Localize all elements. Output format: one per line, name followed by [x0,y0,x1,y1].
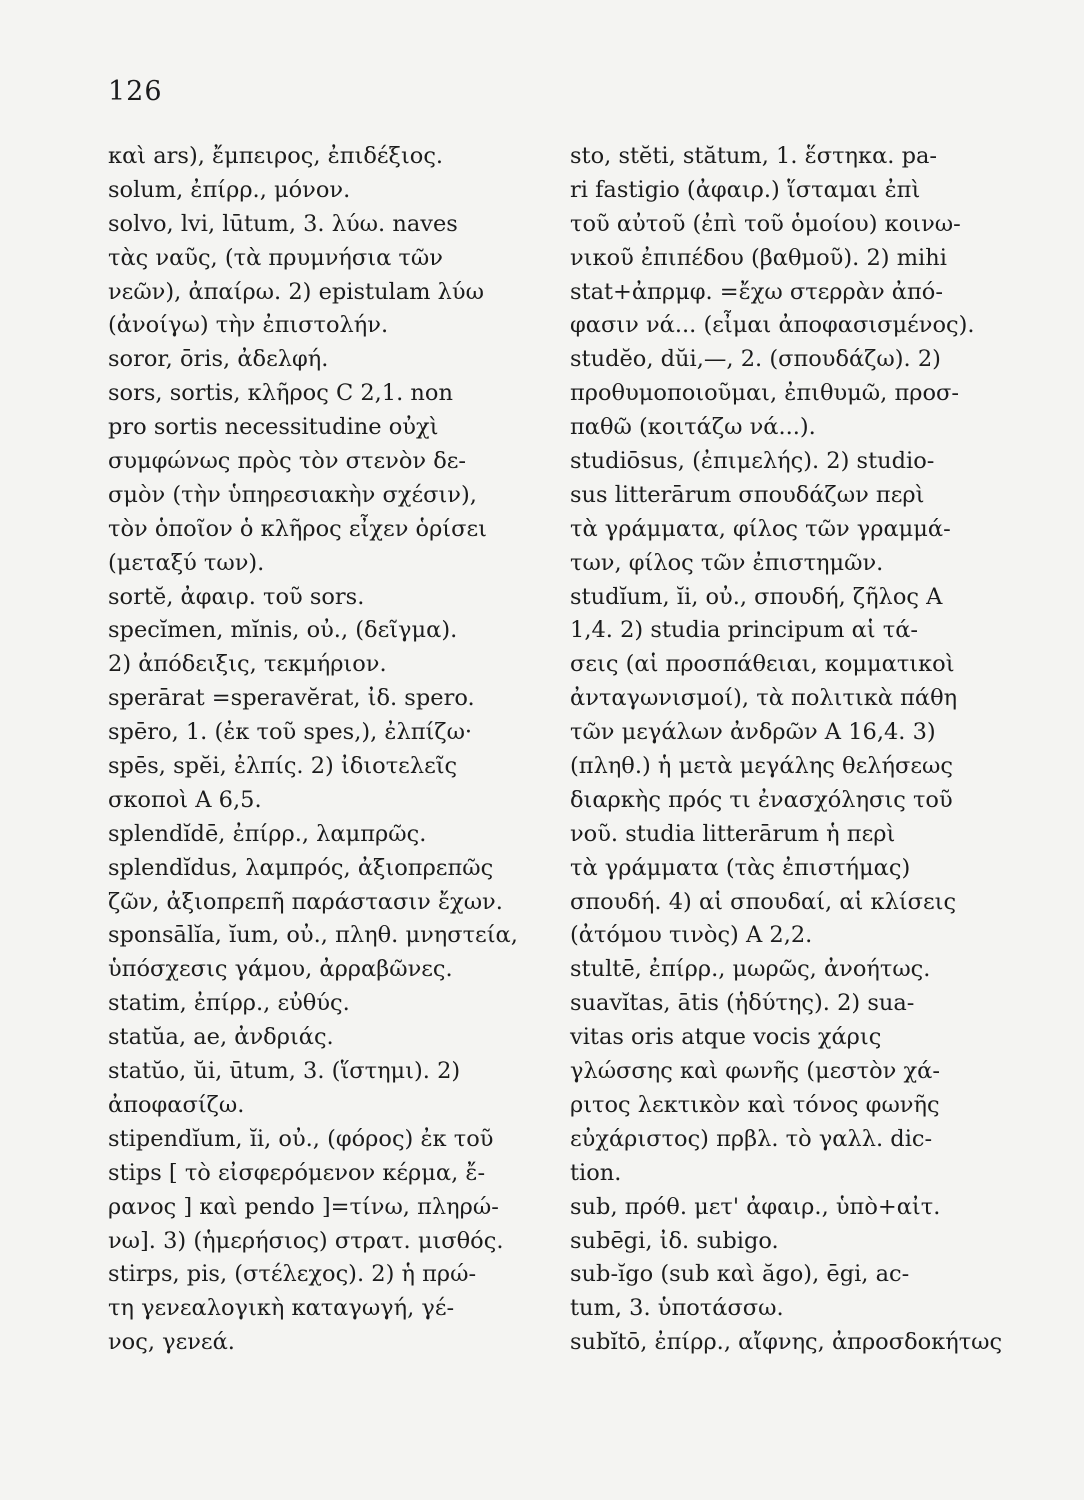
right-column-line: ἀνταγωνισμοί), τὰ πολιτικὰ πάθη [570,685,958,712]
left-column-line: (μεταξύ των). [108,549,265,576]
left-column-line: splendĭdē, ἐπίρρ., λαμπρῶς. [108,820,427,847]
right-column-line: stultē, ἐπίρρ., μωρῶς, ἀνοήτως. [570,956,931,983]
right-column-line: (πληθ.) ἡ μετὰ μεγάλης θελήσεως [570,753,953,780]
left-column-line: sponsālĭa, ĭum, οὐ., πληθ. μνηστεία, [108,922,518,949]
right-column-line: νοῦ. studia litterārum ἡ περὶ [570,820,896,847]
left-column-line: spēro, 1. (ἐκ τοῦ spes,), ἐλπίζω· [108,719,473,746]
right-column-line: suavĭtas, ātis (ἡδύτης). 2) sua- [570,990,915,1017]
left-column-line: ζῶν, ἀξιοπρεπῆ παράστασιν ἔχων. [108,888,503,915]
left-column-line: sperārat =speravĕrat, ἰδ. spero. [108,685,475,712]
left-column-line: συμφώνως πρὸς τὸν στενὸν δε- [108,448,467,475]
right-column-line: sus litterārum σπουδάζων περὶ [570,481,925,508]
left-column-line: statŭo, ŭi, ūtum, 3. (ἵστημι). 2) [108,1058,461,1085]
left-column-line: ρανος ] καὶ pendo ]=τίνω, πληρώ- [108,1193,499,1220]
right-column-line: vitas oris atque vocis χάρις [570,1024,882,1051]
left-column-line: pro sortis necessitudine οὐχὶ [108,414,439,441]
left-column-line: soror, ōris, ἀδελφή. [108,346,329,373]
right-column-line: tum, 3. ὑποτάσσω. [570,1295,784,1322]
left-column-line: sortĕ, ἀφαιρ. τοῦ sors. [108,583,365,610]
right-column-line: tion. [570,1159,622,1186]
right-column-line: (ἀτόμου τινὸς) A 2,2. [570,922,813,949]
right-column-line: προθυμοποιοῦμαι, ἐπιθυμῶ, προσ- [570,380,959,407]
left-column-line: ὑπόσχεσις γάμου, ἀρραβῶνες. [108,956,453,983]
left-column-line: καὶ ars), ἔμπειρος, ἐπιδέξιος. [108,143,444,169]
right-column-line: τῶν μεγάλων ἀνδρῶν A 16,4. 3) [570,719,936,746]
left-column-line: solum, ἐπίρρ., μόνον. [108,176,351,203]
right-column-line: sub, πρόθ. μετ' ἀφαιρ., ὑπὸ+αἰτ. [570,1193,941,1220]
right-column-line: τὰ γράμματα (τὰς ἐπιστήμας) [570,854,911,881]
left-column-line: statim, ἐπίρρ., εὐθύς. [108,990,350,1017]
left-column-line: solvo, lvi, lūtum, 3. λύω. naves [108,210,458,237]
left-column-line: νος, γενεά. [108,1329,235,1356]
right-column-line: των, φίλος τῶν ἐπιστημῶν. [570,549,884,576]
left-column-line: σμὸν (τὴν ὑπηρεσιακὴν σχέσιν), [108,481,477,508]
right-column-line: sto, stĕti, stătum, 1. ἕστηκα. pa- [570,143,938,169]
left-column-line: (ἀνοίγω) τὴν ἐπιστολήν. [108,312,389,339]
right-column-line: φασιν νά... (εἶμαι ἀποφασισμένος). [570,312,975,339]
right-column-line: subĭtō, ἐπίρρ., αἴφνης, ἀπροσδοκήτως [570,1329,1003,1356]
left-column-line: specĭmen, mĭnis, οὐ., (δεῖγμα). [108,617,458,644]
left-column-line: νω]. 3) (ἡμερήσιος) στρατ. μισθός. [108,1227,504,1254]
left-column-line: νεῶν), ἀπαίρω. 2) epistulam λύω [108,278,484,305]
page-number: 126 [108,76,163,107]
right-column-line: studĭum, ĭi, οὐ., σπουδή, ζῆλος A [570,583,943,610]
left-column-line: stips [ τὸ εἰσφερόμενον κέρμα, ἔ- [108,1159,486,1186]
left-column-line: sors, sortis, κλῆρος C 2,1. non [108,380,453,407]
right-column-line: σπουδή. 4) αἱ σπουδαί, αἱ κλίσεις [570,888,957,915]
right-column-line: stat+ἀπρμφ. =ἔχω στερρὰν ἀπό- [570,278,943,305]
left-column-line: splendĭdus, λαμπρός, ἀξιοπρεπῶς [108,854,494,881]
right-column [570,140,1003,1360]
right-column-line: γλώσσης καὶ φωνῆς (μεστὸν χά- [570,1058,940,1085]
right-column-line: subēgi, ἰδ. subigo. [570,1227,779,1254]
right-column-line: ri fastigio (ἀφαιρ.) ἵσταμαι ἐπὶ [570,176,921,203]
right-column-line: ριτος λεκτικὸν καὶ τόνος φωνῆς [570,1091,940,1118]
right-column-line: 1,4. 2) studia principum αἱ τά- [570,617,919,644]
right-column-line: τοῦ αὐτοῦ (ἐπὶ τοῦ ὁμοίου) κοινω- [570,210,961,237]
left-column-line: stirps, pis, (στέλεχος). 2) ἡ πρώ- [108,1261,477,1288]
left-column-line: statŭa, ae, ἀνδριάς. [108,1024,334,1051]
left-column-line: stipendĭum, ĭi, οὐ., (φόρος) ἐκ τοῦ [108,1125,494,1152]
right-column-line: σεις (αἱ προσπάθειαι, κομματικοὶ [570,651,955,678]
left-column-line: spēs, spĕi, ἐλπίς. 2) ἰδιοτελεῖς [108,753,458,780]
right-column-line: εὐχάριστος) πρβλ. τὸ γαλλ. dic- [570,1125,933,1152]
left-column-line: ἀποφασίζω. [108,1091,245,1118]
left-column-line: σκοποὶ A 6,5. [108,786,262,813]
left-column-line: τη γενεαλογικὴ καταγωγή, γέ- [108,1295,455,1322]
right-column-line: sub-ĭgo (sub καὶ ăgo), ēgi, ac- [570,1261,910,1288]
right-column-line: studĕo, dŭi,—, 2. (σπουδάζω). 2) [570,346,941,373]
left-column-line: τὸν ὁποῖον ὁ κλῆρος εἶχεν ὁρίσει [108,515,487,542]
right-column-line: νικοῦ ἐπιπέδου (βαθμοῦ). 2) mihi [570,244,947,271]
left-column [108,140,550,1360]
left-column-line: τὰς ναῦς, (τὰ πρυμνήσια τῶν [108,244,443,271]
right-column-line: παθῶ (κοιτάζω νά...). [570,414,816,441]
right-column-line: διαρκὴς πρός τι ἐνασχόλησις τοῦ [570,786,953,813]
left-column-line: 2) ἀπόδειξις, τεκμήριον. [108,651,387,678]
right-column-line: studiōsus, (ἐπιμελής). 2) studio- [570,448,935,475]
right-column-line: τὰ γράμματα, φίλος τῶν γραμμά- [570,515,951,542]
